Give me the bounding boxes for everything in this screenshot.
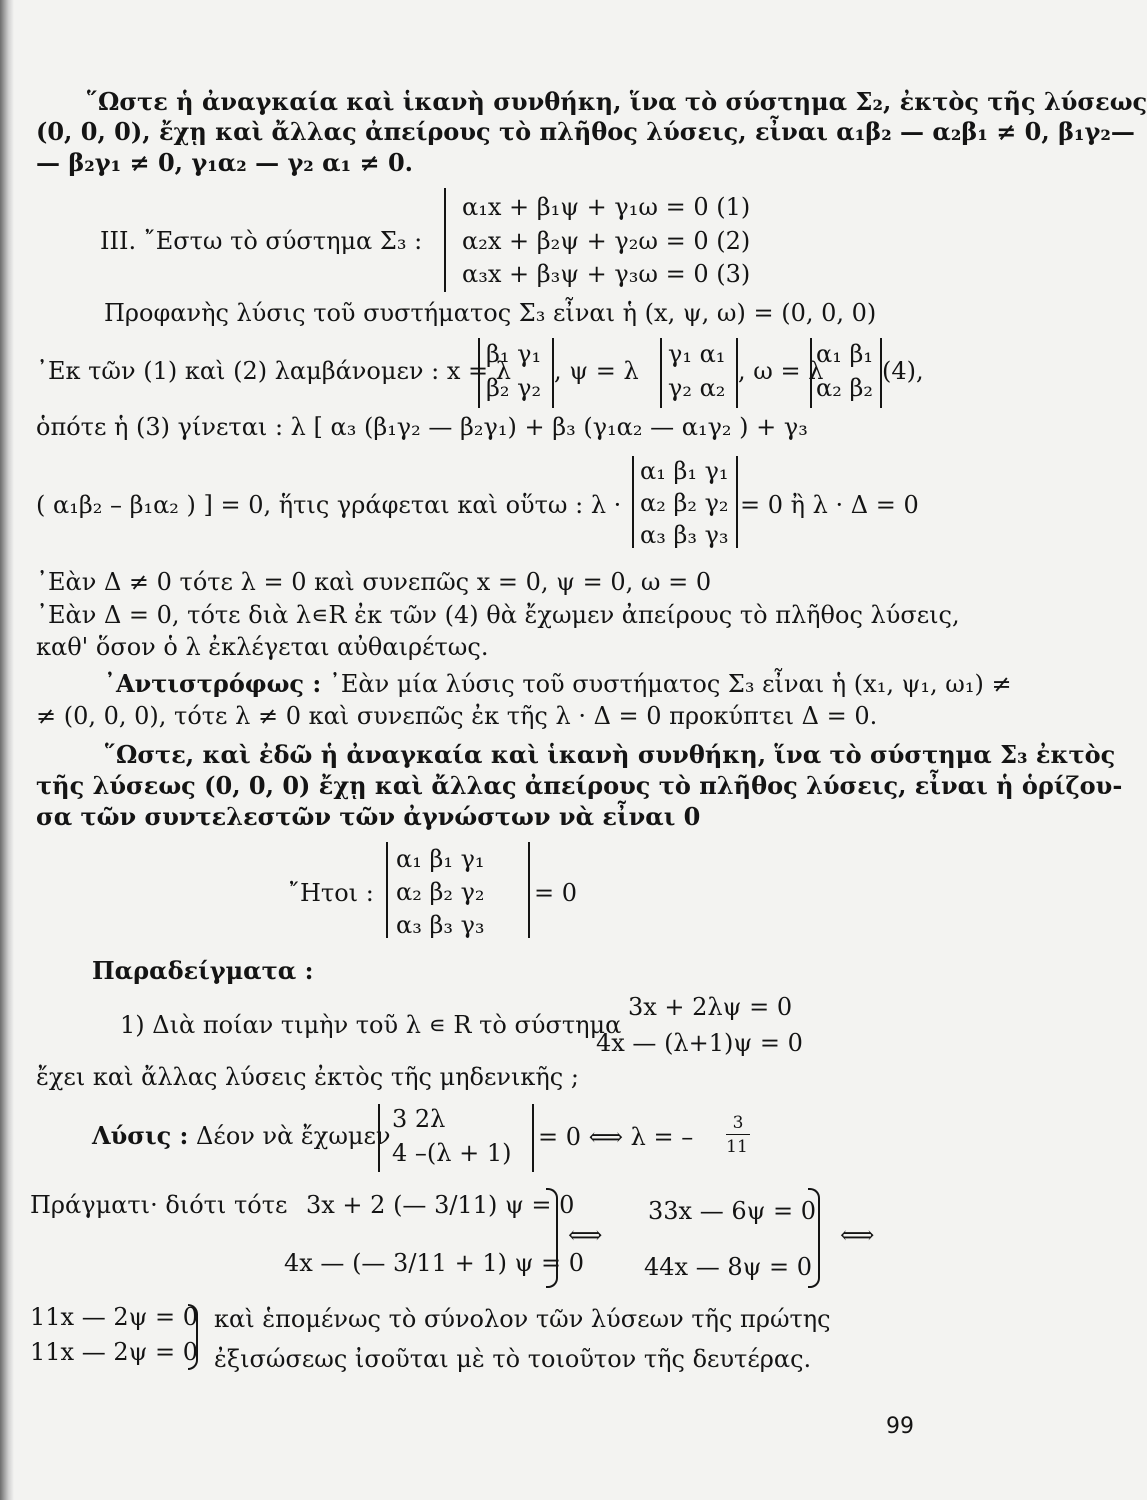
det-row: α₁ β₁ γ₁ [396,845,485,873]
paragraph-line: (0, 0, 0), ἔχῃ καὶ ἄλλας ἀπείρους τὸ πλῆθος λύσεις, εἶναι α₁β₂ — α₂β₁ ≠ 0, β₁γ₂— [36,117,1135,146]
text-line: ᾿Εκ τῶν (1) καὶ (2) λαμβάνομεν : x = λ [36,357,511,385]
text-line: ᾿Εὰν μία λύσις τοῦ συστήματος Σ₃ εἶναι ἡ (x₁, ψ₁, ω₁) ≠ [321,670,1012,698]
paragraph-line: ῞Ωστε ἡ ἀναγκαία καὶ ἱκανὴ συνθήκη, ἵνα τὸ σύστημα Σ₂, ἐκτὸς τῆς λύσεως [86,87,1147,116]
fraction-denominator: 11 [726,1137,748,1157]
text-line: = 0 ἢ λ · Δ = 0 [740,491,919,519]
det-row: α₁ β₁ γ₁ [640,457,729,485]
system-equation-1: α₁x + β₁ψ + γ₁ω = 0 (1) [462,193,751,221]
equivalence-arrow: ⟺ [840,1221,875,1249]
right-brace [808,1188,820,1288]
det-row: α₁ β₁ [816,340,873,368]
page-edge-shadow [0,0,14,1500]
det-row: β₂ γ₂ [486,374,542,402]
final-equation: 11x — 2ψ = 0 [30,1338,199,1366]
system-equation-2: α₂x + β₂ψ + γ₂ω = 0 (2) [462,227,751,255]
final-equation: 11x — 2ψ = 0 [30,1303,199,1331]
right-brace [188,1304,198,1370]
det-row: α₂ β₂ γ₂ [640,489,729,517]
page-number: 99 [886,1414,914,1439]
right-brace [546,1188,558,1288]
conclusion-line: ῞Ωστε, καὶ ἐδῶ ἡ ἀναγκαία καὶ ἱκανὴ συνθήκη, ἵνα τὸ σύστημα Σ₃ ἐκτὸς [104,740,1116,769]
system-bracket [444,188,446,292]
equivalence-arrow: ⟺ [568,1221,603,1249]
text-line: ᾿Εὰν Δ = 0, τότε διὰ λ∊R ἐκ τῶν (4) θὰ ἔχωμεν ἀπείρους τὸ πλῆθος λύσεις, [36,601,960,629]
text-line: ὁπότε ἡ (3) γίνεται : λ [ α₃ (β₁γ₂ — β₂γ₁) + β₃ (γ₁α₂ — α₁γ₂ ) + γ₃ [36,413,808,441]
text-line: = 0 [534,879,578,907]
text-line: καὶ ἑπομένως τὸ σύνολον τῶν λύσεων τῆς πρώτης [214,1305,831,1333]
text-line: = 0 ⟺ λ = – [538,1123,694,1151]
det-row: α₃ β₃ γ₃ [640,521,729,549]
text-line: ≠ (0, 0, 0), τότε λ ≠ 0 καὶ συνεπῶς ἐκ τῆς λ · Δ = 0 προκύπτει Δ = 0. [36,702,878,730]
det-row: γ₁ α₁ [668,340,726,368]
det-row: γ₂ α₂ [668,374,726,402]
text-line: , ψ = λ [554,357,639,385]
derived-equation: 44x — 8ψ = 0 [644,1253,813,1281]
text-line: ἔχει καὶ ἄλλας λύσεις ἐκτὸς τῆς μηδενικῆς ; [36,1063,579,1091]
conclusion-line: σα τῶν συντελεστῶν τῶν ἀγνώστων νὰ εἶναι 0 [36,802,701,831]
det-row: 4 –(λ + 1) [392,1139,512,1167]
section-heading: Παραδείγματα : [92,956,314,985]
text-line: , ω = λ [738,357,824,385]
example-equation: 3x + 2λψ = 0 [628,993,793,1021]
text-line: 1) Διὰ ποίαν τιμὴν τοῦ λ ∊ R τὸ σύστημα [120,1011,622,1039]
derived-equation: 4x — (— 3/11 + 1) ψ = 0 [284,1249,585,1277]
system-equation-3: α₃x + β₃ψ + γ₃ω = 0 (3) [462,260,751,288]
text-line: Προφανὴς λύσις τοῦ συστήματος Σ₃ εἶναι ἡ (x, ψ, ω) = (0, 0, 0) [104,299,877,327]
text-line: Δέον νὰ ἔχωμεν [188,1122,391,1150]
equation-ref: (4), [882,357,924,385]
derived-equation: 33x — 6ψ = 0 [648,1197,817,1225]
solution-label: Λύσις : [92,1121,189,1150]
text-line: ( α₁β₂ – β₁α₂ ) ] = 0, ἥτις γράφεται καὶ οὕτω : λ · [36,491,622,519]
derived-equation: 3x + 2 (— 3/11) ψ = 0 [306,1191,575,1219]
converse-label: ᾿Αντιστρόφως : [104,669,322,698]
det-row: α₂ β₂ [816,374,873,402]
det-row: α₃ β₃ γ₃ [396,911,485,939]
system-intro: III. ῎Εστω τὸ σύστημα Σ₃ : [100,227,423,255]
det-row: α₂ β₂ γ₂ [396,878,485,906]
det-row: 3 2λ [392,1105,446,1133]
conclusion-line: τῆς λύσεως (0, 0, 0) ἔχῃ καὶ ἄλλας ἀπείρους τὸ πλῆθος λύσεις, εἶναι ἡ ὁρίζου- [36,771,1123,800]
example-equation: 4x — (λ+1)ψ = 0 [596,1029,803,1057]
text-line: καθ' ὅσον ὁ λ ἐκλέγεται αὐθαιρέτως. [36,633,489,661]
text-line: ῎Ητοι : [288,879,374,907]
paragraph-line: — β₂γ₁ ≠ 0, γ₁α₂ — γ₂ α₁ ≠ 0. [36,148,414,177]
text-line: ἐξισώσεως ἰσοῦται μὲ τὸ τοιοῦτον τῆς δευτέρας. [214,1345,812,1373]
det-row: β₁ γ₁ [486,340,542,368]
fraction-numerator: 3 [726,1114,750,1135]
text-line: ᾿Εὰν Δ ≠ 0 τότε λ = 0 καὶ συνεπῶς x = 0, ψ = 0, ω = 0 [36,568,712,596]
text-line: Πράγματι· διότι τότε [30,1191,288,1219]
